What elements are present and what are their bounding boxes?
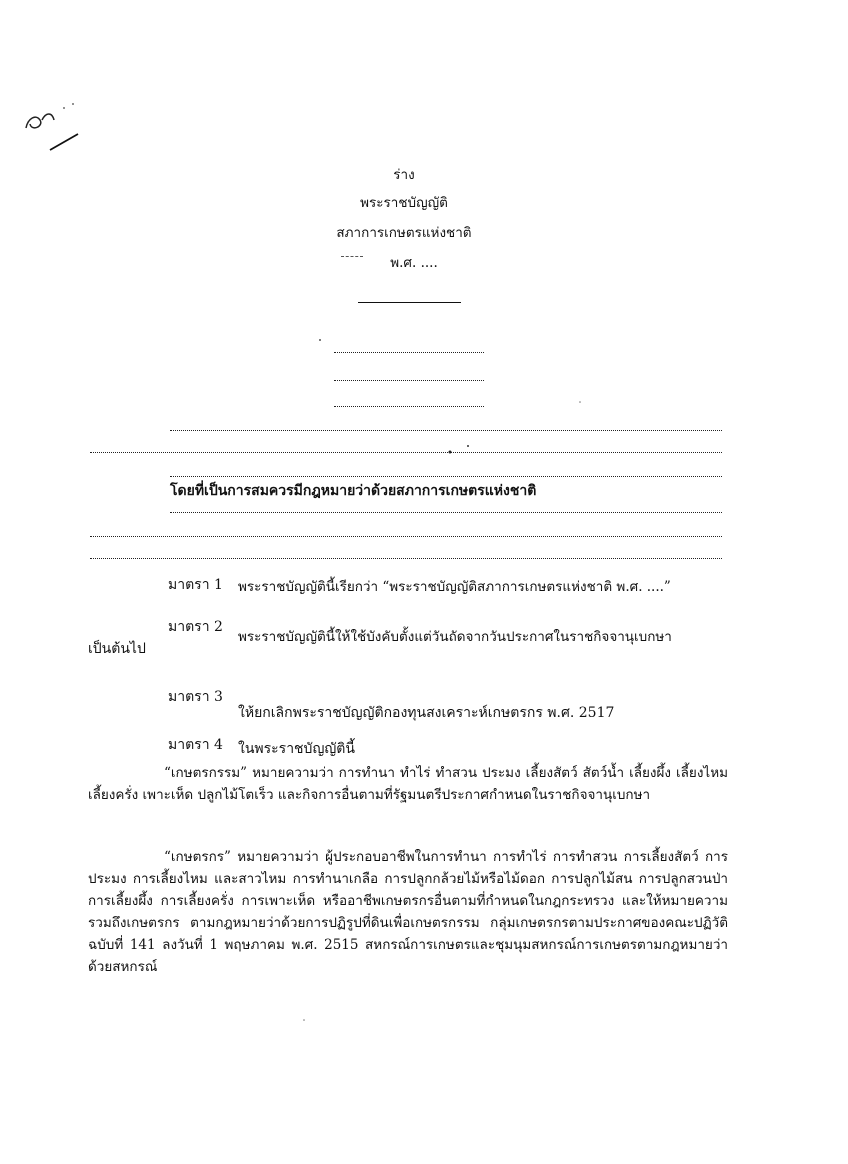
- preamble: โดยที่เป็นการสมควรมีกฎหมายว่าด้วยสภาการเกษตรแห่งชาติ: [170, 483, 537, 499]
- section-number: มาตรา 2: [168, 619, 223, 635]
- act-year: พ.ศ. ....: [390, 255, 438, 271]
- section-text: ให้ยกเลิกพระราชบัญญัติกองทุนสงเคราะห์เกษตรกร พ.ศ. 2517: [238, 705, 615, 721]
- section-number: มาตรา 4: [168, 737, 223, 753]
- section-number: มาตรา 1: [168, 577, 223, 593]
- scan-speck-icon: [300, 330, 800, 1050]
- section-text: ในพระราชบัญญัตินี้: [238, 741, 355, 757]
- header-divider: [358, 302, 461, 303]
- draft-label: ร่าง: [393, 167, 415, 183]
- act-name: สภาการเกษตรแห่งชาติ: [336, 225, 472, 241]
- act-title: พระราชบัญญัติ: [360, 195, 448, 211]
- section-number: มาตรา 3: [168, 689, 223, 705]
- year-blank: [341, 256, 363, 257]
- definition-farmer: “เกษตรกร” หมายความว่า ผู้ประกอบอาชีพในการทำนา การทำไร่ การทำสวน การเลี้ยงสัตว์ การประมง การเลี้ยงไหม และสาวไหม การทำนาเกลือ การปลูกกล้วยไม้หรือไม้ดอก การปลูกไม้สน การปลูกสวนป่า การเลี้ยงผึ้ง การเลี้ยงครั่ง การเพาะเห็ด หรืออาชีพเกษตรกรอื่นตามที่กำหนดในกฎกระทรวง และให้หมายความรวมถึงเกษตรกร ตามกฎหมายว่าด้วยการปฏิรูปที่ดินเพื่อเกษตรกรรม กลุ่มเกษตรกรตามประกาศของคณะปฏิวัติ ฉบับที่ 141 ลงวันที่ 1 พฤษภาคม พ.ศ. 2515 สหกรณ์การเกษตรและชุมนุมสหกรณ์การเกษตรตามกฎหมายว่าด้วยสหกรณ์: [88, 849, 728, 975]
- definition-agriculture: “เกษตรกรรม” หมายความว่า การทำนา ทำไร่ ทำสวน ประมง เลี้ยงสัตว์ สัตว์น้ำ เลี้ยงผึ้ง เลี้ยงไหม เลี้ยงครั่ง เพาะเห็ด ปลูกไม้โตเร็ว และกิจการอื่นตามที่รัฐมนตรีประกาศกำหนดในราชกิจจานุเบกษา: [88, 765, 728, 803]
- section-text: พระราชบัญญัตินี้เรียกว่า “พระราชบัญญัติสภาการเกษตรแห่งชาติ พ.ศ. ....”: [238, 579, 671, 595]
- section-text-continuation: เป็นต้นไป: [88, 641, 146, 657]
- handwritten-mark-icon: [18, 98, 88, 158]
- section-text: พระราชบัญญัตินี้ให้ใช้บังคับตั้งแต่วันถัดจากวันประกาศในราชกิจจานุเบกษา: [238, 629, 672, 645]
